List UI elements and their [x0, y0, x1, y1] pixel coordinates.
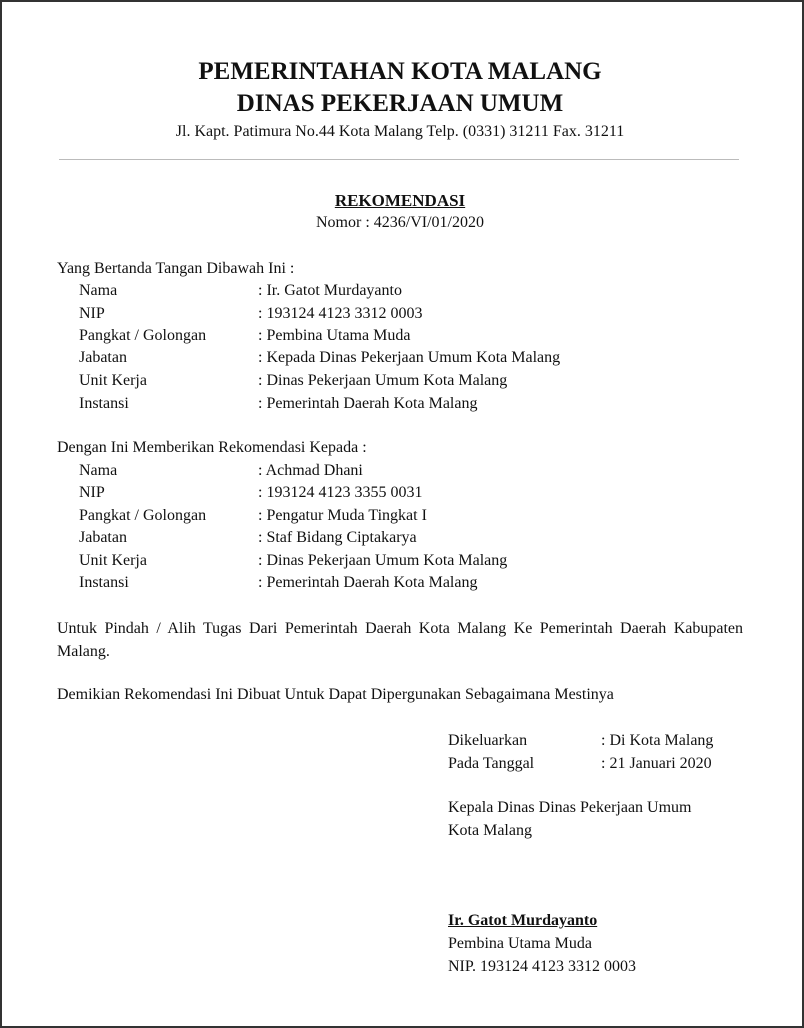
recipient-rank-label: Pangkat / Golongan	[79, 507, 207, 524]
issued-place-label: Dikeluarkan	[448, 732, 528, 749]
recipient-rank-value: : Pengatur Muda Tingkat I	[258, 507, 427, 524]
signature-nip: NIP. 193124 4123 3312 0003	[448, 958, 637, 975]
signer-unit-label: Unit Kerja	[79, 372, 147, 389]
recipient-nip-value: : 193124 4123 3355 0031	[258, 484, 423, 501]
signature-name: Ir. Gatot Murdayanto	[448, 912, 598, 929]
purpose-paragraph: Untuk Pindah / Alih Tugas Dari Pemerintah Daerah Kota Malang Ke Pemerintah Daerah Kabupaten Malang.	[57, 620, 743, 660]
issued-date-label: Pada Tanggal	[448, 755, 535, 772]
signer-intro: Yang Bertanda Tangan Dibawah Ini :	[57, 260, 295, 277]
recipient-agency-value: : Pemerintah Daerah Kota Malang	[258, 574, 478, 591]
recipient-intro: Dengan Ini Memberikan Rekomendasi Kepada :	[57, 439, 367, 456]
signer-nip-value: : 193124 4123 3312 0003	[258, 305, 423, 322]
issued-place-value: : Di Kota Malang	[601, 732, 714, 749]
signer-name-value: : Ir. Gatot Murdayanto	[258, 282, 402, 299]
recipient-name-label: Nama	[79, 462, 118, 479]
agency-name: PEMERINTAHAN KOTA MALANG	[198, 58, 602, 85]
document-number: Nomor : 4236/VI/01/2020	[316, 214, 484, 231]
signer-agency-value: : Pemerintah Daerah Kota Malang	[258, 395, 478, 412]
recipient-position-label: Jabatan	[79, 529, 127, 546]
signer-nip-label: NIP	[79, 305, 105, 322]
signature-rank: Pembina Utama Muda	[448, 935, 592, 952]
signer-rank-value: : Pembina Utama Muda	[258, 327, 411, 344]
letterhead-address: Jl. Kapt. Patimura No.44 Kota Malang Telp. (0331) 31211 Fax. 31211	[175, 123, 625, 140]
signer-position-label: Jabatan	[79, 349, 127, 366]
signer-unit-value: : Dinas Pekerjaan Umum Kota Malang	[258, 372, 508, 389]
signer-agency-label: Instansi	[79, 395, 129, 412]
letterhead-divider	[59, 159, 739, 160]
recipient-unit-value: : Dinas Pekerjaan Umum Kota Malang	[258, 552, 508, 569]
recipient-unit-label: Unit Kerja	[79, 552, 147, 569]
signer-rank-label: Pangkat / Golongan	[79, 327, 207, 344]
department-name: DINAS PEKERJAAN UMUM	[236, 90, 564, 117]
recipient-agency-label: Instansi	[79, 574, 129, 591]
signer-title-line2: Kota Malang	[448, 822, 532, 839]
issued-date-value: : 21 Januari 2020	[601, 755, 712, 772]
signer-position-value: : Kepada Dinas Pekerjaan Umum Kota Malang	[258, 349, 561, 366]
recipient-name-value: : Achmad Dhani	[258, 462, 363, 479]
signer-name-label: Nama	[79, 282, 118, 299]
recipient-nip-label: NIP	[79, 484, 105, 501]
document-title: REKOMENDASI	[334, 191, 466, 210]
recipient-position-value: : Staf Bidang Ciptakarya	[258, 529, 417, 546]
closing-paragraph: Demikian Rekomendasi Ini Dibuat Untuk Dapat Dipergunakan Sebagaimana Mestinya	[57, 686, 614, 703]
signer-title-line1: Kepala Dinas Dinas Pekerjaan Umum	[448, 799, 692, 816]
